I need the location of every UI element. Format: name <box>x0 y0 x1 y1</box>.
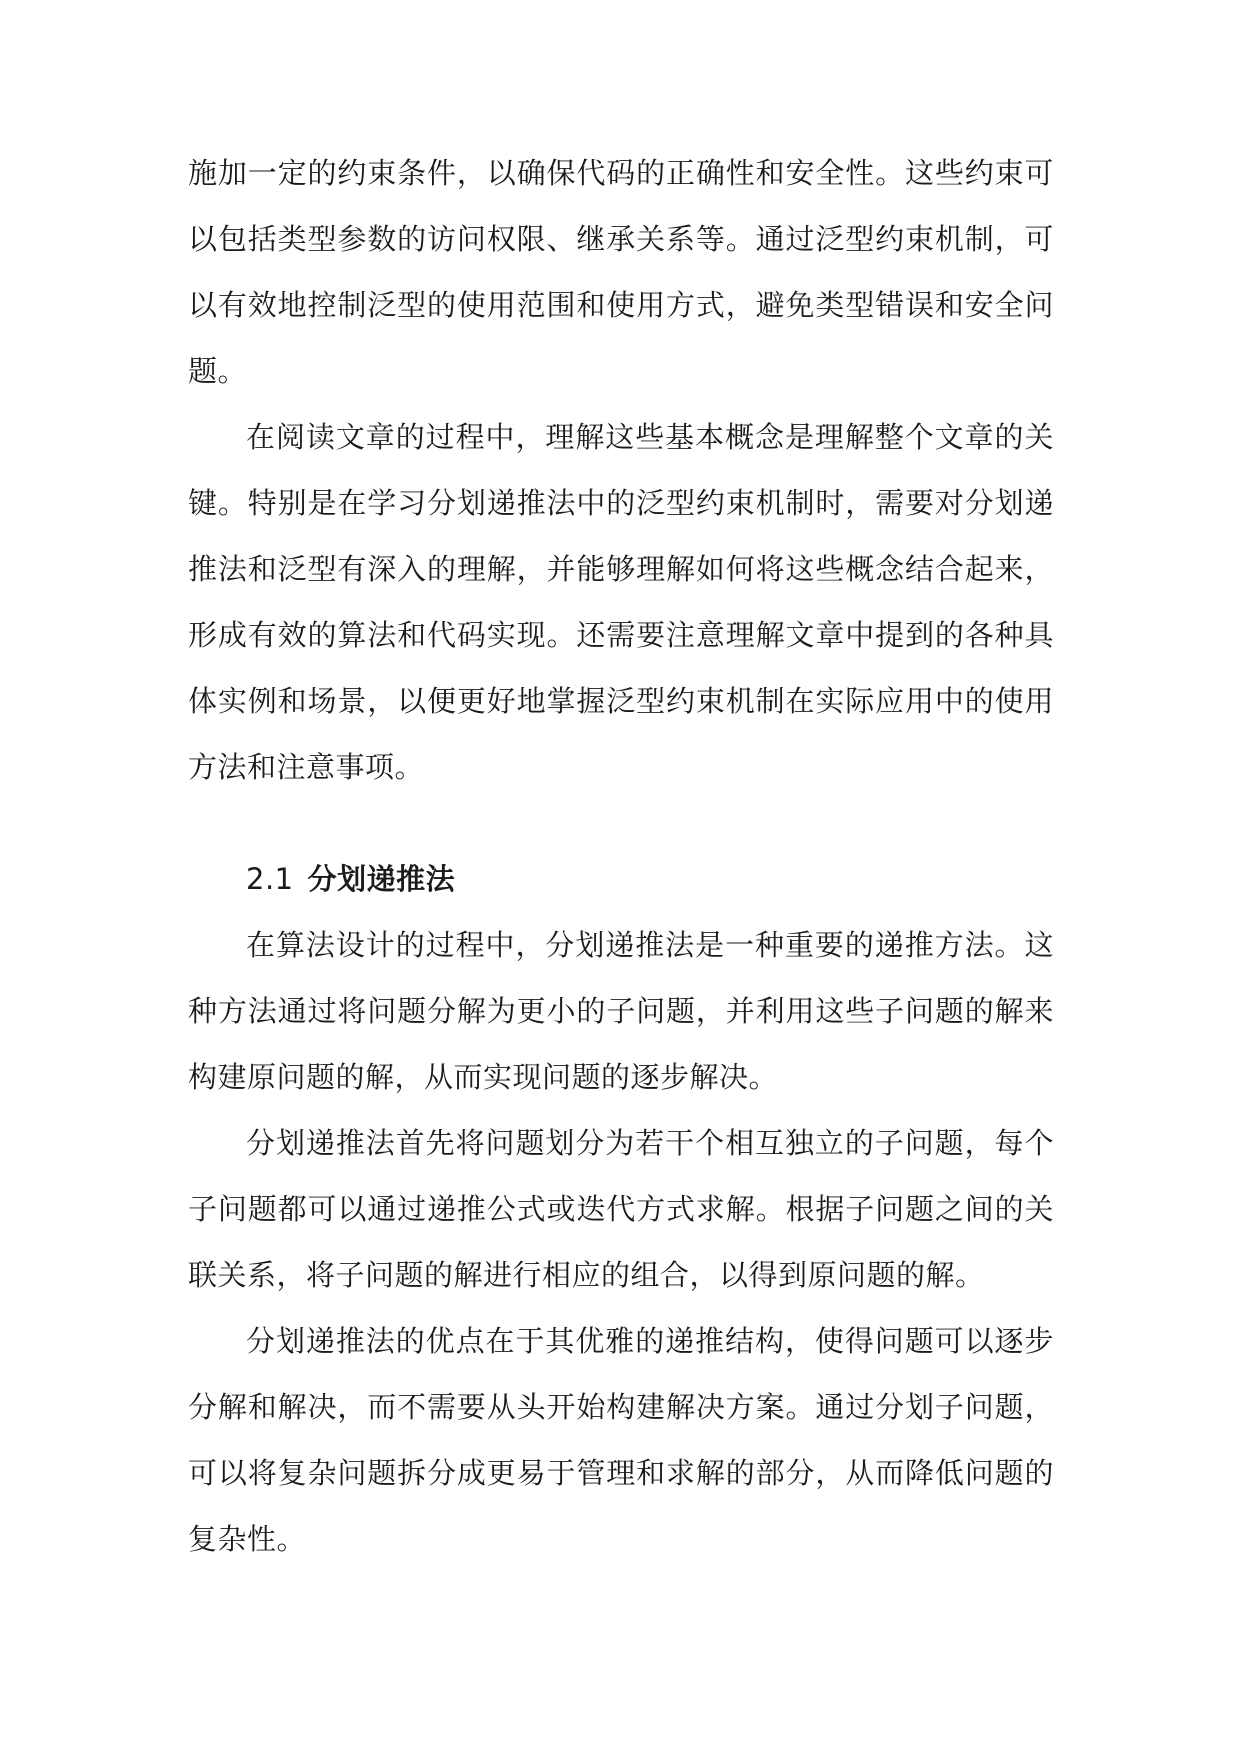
paragraph-method-advantages: 分划递推法的优点在于其优雅的递推结构，使得问题可以逐步分解和解决，而不需要从头开始构建解决方案。通过分划子问题，可以将复杂问题拆分成更易于管理和求解的部分，从而降低问题的复杂性。 <box>188 1324 1054 1556</box>
paragraph-constraints-continued: 施加一定的约束条件，以确保代码的正确性和安全性。这些约束可以包括类型参数的访问权限、继承关系等。通过泛型约束机制，可以有效地控制泛型的使用范围和使用方式，避免类型错误和安全问题。 <box>188 156 1054 388</box>
section-heading <box>188 846 1054 912</box>
paragraph-method-steps: 分划递推法首先将问题划分为若干个相互独立的子问题，每个子问题都可以通过递推公式或迭代方式求解。根据子问题之间的关联关系，将子问题的解进行相应的组合，以得到原问题的解。 <box>188 1126 1054 1292</box>
section-title: 分划递推法 <box>307 862 456 896</box>
section-number: 2.1 <box>246 862 294 896</box>
paragraph-reading-guidance: 在阅读文章的过程中，理解这些基本概念是理解整个文章的关键。特别是在学习分划递推法中的泛型约束机制时，需要对分划递推法和泛型有深入的理解，并能够理解如何将这些概念结合起来，形成有效的算法和代码实现。还需要注意理解文章中提到的各种具体实例和场景，以便更好地掌握泛型约束机制在实际应用中的使用方法和注意事项。 <box>188 420 1054 784</box>
paragraph-method-intro: 在算法设计的过程中，分划递推法是一种重要的递推方法。这种方法通过将问题分解为更小的子问题，并利用这些子问题的解来构建原问题的解，从而实现问题的逐步解决。 <box>188 928 1054 1094</box>
document-body <box>188 140 1054 1572</box>
